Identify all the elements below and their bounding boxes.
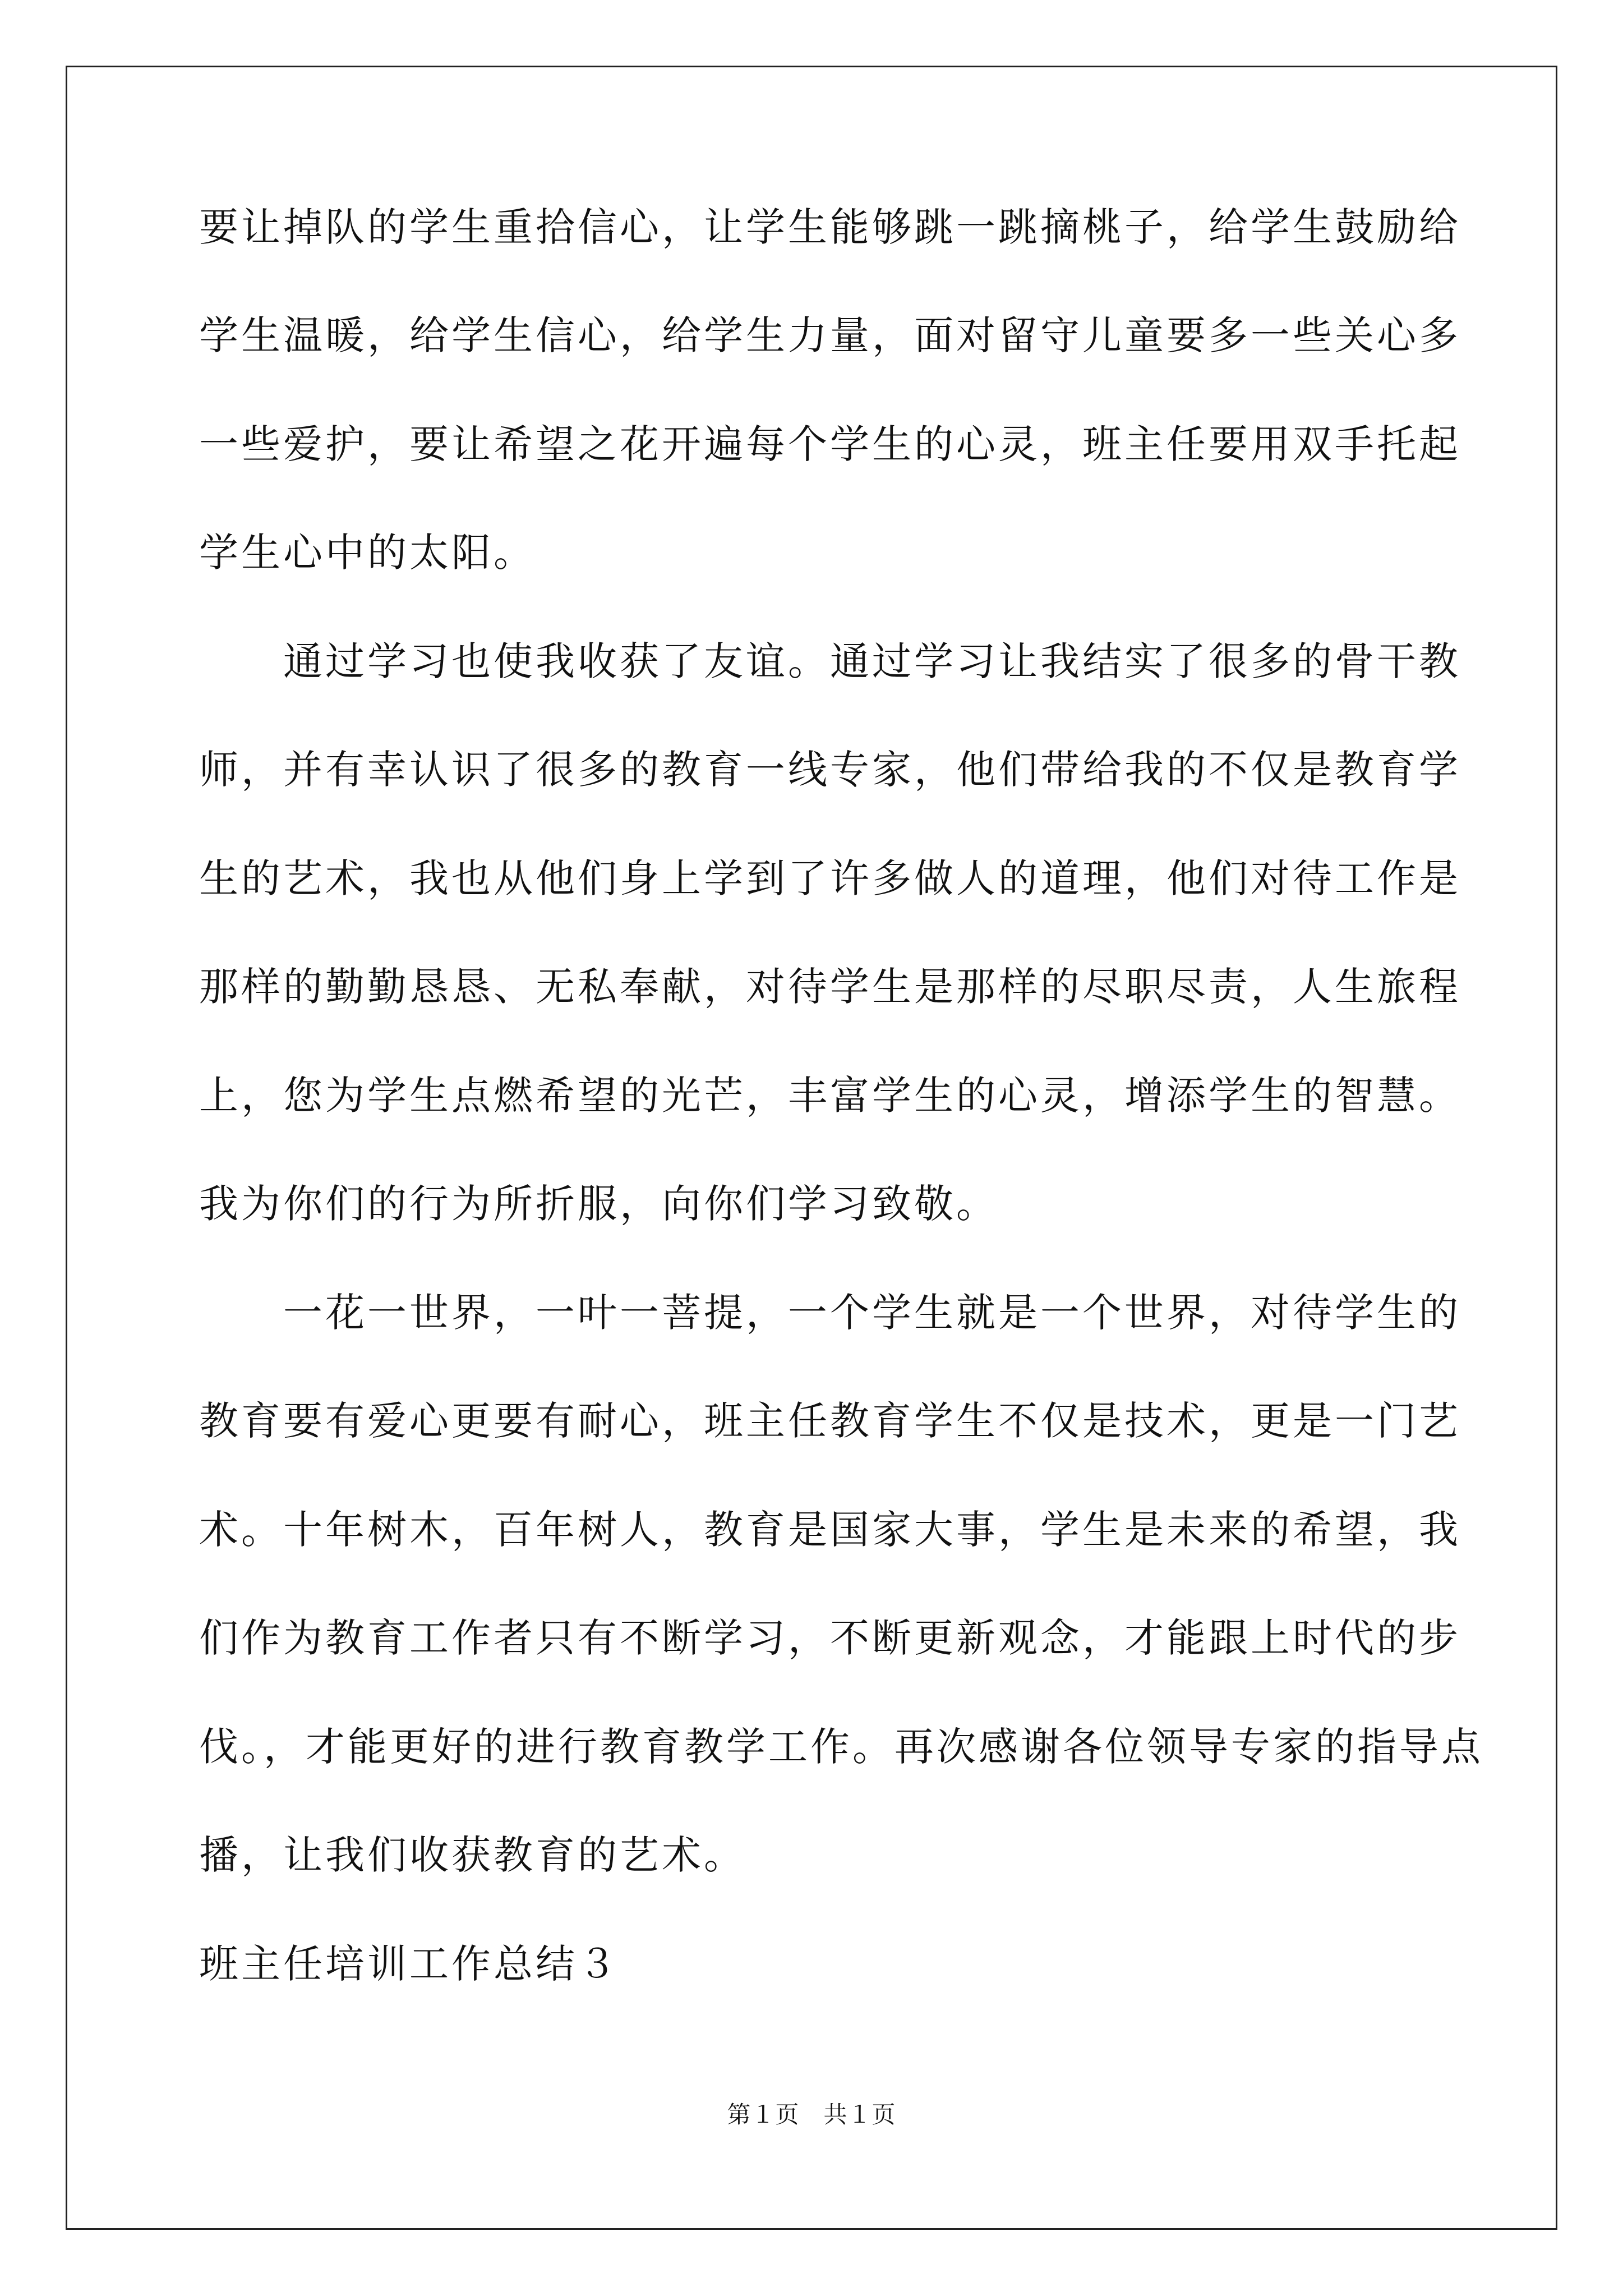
text-line: 伐。，才能更好的进行教育教学工作。再次感谢各位领导专家的指导点 — [199, 1724, 1483, 1770]
text-line: 学生温暖，给学生信心，给学生力量，面对留守儿童要多一些关心多 — [199, 312, 1461, 358]
text-line: 生的艺术，我也从他们身上学到了许多做人的道理，他们对待工作是 — [199, 855, 1461, 901]
text-line: 一些爱护，要让希望之花开遍每个学生的心灵，班主任要用双手托起 — [199, 421, 1461, 467]
text-line: 们作为教育工作者只有不断学习，不断更新观念，才能跟上时代的步 — [199, 1615, 1461, 1661]
text-line: 那样的勤勤恳恳、无私奉献，对待学生是那样的尽职尽责，人生旅程 — [199, 964, 1461, 1010]
section-heading: 班主任培训工作总结３ — [199, 1941, 620, 1987]
text-line: 一花一世界，一叶一菩提，一个学生就是一个世界，对待学生的 — [199, 1290, 1461, 1336]
page-number: 第１页 共１页 — [727, 2101, 896, 2128]
text-line: 我为你们的行为所折服，向你们学习致敬。 — [199, 1181, 998, 1227]
text-line: 师，并有幸认识了很多的教育一线专家，他们带给我的不仅是教育学 — [199, 747, 1461, 793]
text-line: 教育要有爱心更要有耐心，班主任教育学生不仅是技术，更是一门艺 — [199, 1398, 1461, 1444]
text-line: 播，让我们收获教育的艺术。 — [199, 1832, 746, 1878]
page-border — [66, 66, 1557, 2230]
text-line: 上，您为学生点燃希望的光芒，丰富学生的心灵，增添学生的智慧。 — [199, 1073, 1461, 1119]
text-line: 术。十年树木，百年树人，教育是国家大事，学生是未来的希望，我 — [199, 1507, 1461, 1553]
text-line: 学生心中的太阳。 — [199, 530, 536, 576]
text-line: 要让掉队的学生重拾信心，让学生能够跳一跳摘桃子，给学生鼓励给 — [199, 204, 1461, 250]
text-line: 通过学习也使我收获了友谊。通过学习让我结实了很多的骨干教 — [199, 638, 1461, 684]
